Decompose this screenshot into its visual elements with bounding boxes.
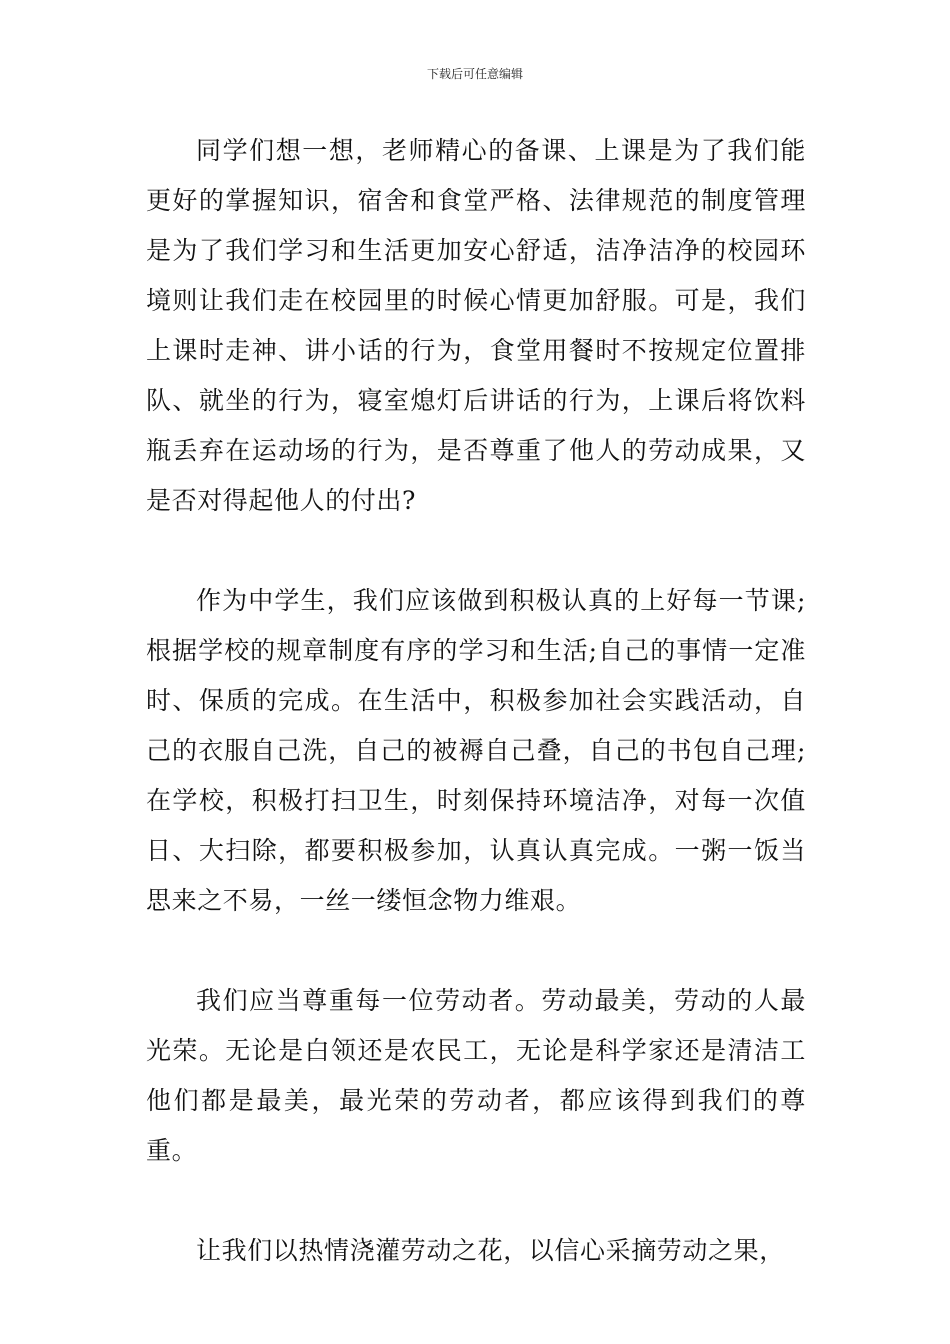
- paragraph-2: 作为中学生，我们应该做到积极认真的上好每一节课;根据学校的规章制度有序的学习和生活;自己的事情一定准时、保质的完成。在生活中，积极参加社会实践活动，自己的衣服自己洗，自己的被褥自己叠，自己的书包自己理;在学校，积极打扫卫生，时刻保持环境洁净，对每一次值日、大扫除，都要积极参加，认真认真完成。一粥一饭当思来之不易，一丝一缕恒念物力维艰。: [146, 586, 806, 915]
- paragraph-1: 同学们想一想，老师精心的备课、上课是为了我们能更好的掌握知识，宿舍和食堂严格、法律规范的制度管理是为了我们学习和生活更加安心舒适，洁净洁净的校园环境则让我们走在校园里的时候心情更加舒服。可是，我们上课时走神、讲小话的行为，食堂用餐时不按规定位置排队、就坐的行为，寝室熄灯后讲话的行为，上课后将饮料瓶丢弃在运动场的行为，是否尊重了他人的劳动成果，又是否对得起他人的付出?: [146, 136, 806, 515]
- document-body: [146, 126, 806, 1276]
- page-header: 下载后可任意编辑: [426, 67, 523, 81]
- paragraph-3: 我们应当尊重每一位劳动者。劳动最美，劳动的人最光荣。无论是白领还是农民工，无论是科学家还是清洁工他们都是最美，最光荣的劳动者，都应该得到我们的尊重。: [146, 986, 806, 1165]
- paragraph-4: 让我们以热情浇灌劳动之花，以信心采摘劳动之果，: [196, 1236, 785, 1265]
